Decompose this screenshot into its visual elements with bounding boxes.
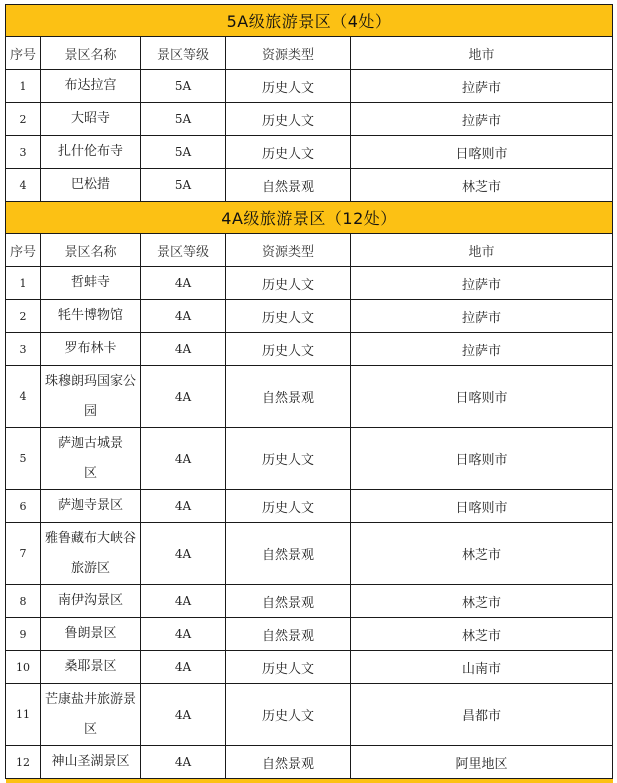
resource-type: 自然景观 bbox=[226, 169, 351, 202]
city: 拉萨市 bbox=[351, 103, 613, 136]
column-header: 序号 bbox=[6, 234, 41, 267]
section-title: 5A级旅游景区（4处） bbox=[6, 5, 613, 37]
table-header-row bbox=[6, 234, 613, 267]
area-level: 5A bbox=[141, 70, 226, 103]
area-name: 萨迦古城景区 bbox=[41, 428, 141, 490]
area-name: 哲蚌寺 bbox=[41, 267, 141, 300]
row-number: 6 bbox=[6, 490, 41, 523]
row-number: 2 bbox=[6, 103, 41, 136]
resource-type: 自然景观 bbox=[226, 618, 351, 651]
row-number: 5 bbox=[6, 428, 41, 490]
table-row bbox=[6, 585, 613, 618]
area-level: 4A bbox=[141, 267, 226, 300]
area-level: 4A bbox=[141, 618, 226, 651]
area-name: 桑耶景区 bbox=[41, 651, 141, 684]
next-section-band bbox=[6, 779, 613, 783]
resource-type: 历史人文 bbox=[226, 136, 351, 169]
city: 拉萨市 bbox=[351, 267, 613, 300]
table-header-row bbox=[6, 37, 613, 70]
resource-type: 历史人文 bbox=[226, 103, 351, 136]
city: 拉萨市 bbox=[351, 300, 613, 333]
table-row bbox=[6, 267, 613, 300]
table-row bbox=[6, 684, 613, 746]
table-row bbox=[6, 169, 613, 202]
section-title-row bbox=[6, 202, 613, 234]
area-name: 牦牛博物馆 bbox=[41, 300, 141, 333]
city: 日喀则市 bbox=[351, 428, 613, 490]
resource-type: 历史人文 bbox=[226, 684, 351, 746]
row-number: 1 bbox=[6, 70, 41, 103]
area-name: 雅鲁藏布大峡谷旅游区 bbox=[41, 523, 141, 585]
table-row bbox=[6, 523, 613, 585]
area-name: 南伊沟景区 bbox=[41, 585, 141, 618]
resource-type: 自然景观 bbox=[226, 523, 351, 585]
table-row bbox=[6, 651, 613, 684]
column-header: 景区名称 bbox=[41, 37, 141, 70]
section-title-row bbox=[6, 5, 613, 37]
city: 日喀则市 bbox=[351, 490, 613, 523]
resource-type: 自然景观 bbox=[226, 746, 351, 779]
row-number: 4 bbox=[6, 169, 41, 202]
city: 山南市 bbox=[351, 651, 613, 684]
area-name: 布达拉宫 bbox=[41, 70, 141, 103]
area-level: 5A bbox=[141, 103, 226, 136]
column-header: 景区名称 bbox=[41, 234, 141, 267]
row-number: 10 bbox=[6, 651, 41, 684]
row-number: 3 bbox=[6, 333, 41, 366]
area-level: 4A bbox=[141, 684, 226, 746]
resource-type: 历史人文 bbox=[226, 267, 351, 300]
row-number: 12 bbox=[6, 746, 41, 779]
row-number: 7 bbox=[6, 523, 41, 585]
table-row bbox=[6, 333, 613, 366]
area-level: 5A bbox=[141, 169, 226, 202]
area-level: 4A bbox=[141, 490, 226, 523]
resource-type: 历史人文 bbox=[226, 428, 351, 490]
area-name: 芒康盐井旅游景区 bbox=[41, 684, 141, 746]
city: 林芝市 bbox=[351, 585, 613, 618]
table-row bbox=[6, 618, 613, 651]
area-name: 珠穆朗玛国家公园 bbox=[41, 366, 141, 428]
area-level: 4A bbox=[141, 333, 226, 366]
row-number: 1 bbox=[6, 267, 41, 300]
resource-type: 自然景观 bbox=[226, 585, 351, 618]
area-name: 大昭寺 bbox=[41, 103, 141, 136]
table-row bbox=[6, 746, 613, 779]
table-row bbox=[6, 103, 613, 136]
table-row bbox=[6, 136, 613, 169]
column-header: 资源类型 bbox=[226, 234, 351, 267]
section-band-edge bbox=[6, 779, 613, 783]
resource-type: 历史人文 bbox=[226, 333, 351, 366]
resource-type: 历史人文 bbox=[226, 70, 351, 103]
row-number: 8 bbox=[6, 585, 41, 618]
city: 阿里地区 bbox=[351, 746, 613, 779]
table-row bbox=[6, 366, 613, 428]
area-name: 神山圣湖景区 bbox=[41, 746, 141, 779]
city: 林芝市 bbox=[351, 618, 613, 651]
column-header: 景区等级 bbox=[141, 234, 226, 267]
row-number: 3 bbox=[6, 136, 41, 169]
city: 日喀则市 bbox=[351, 136, 613, 169]
area-name: 鲁朗景区 bbox=[41, 618, 141, 651]
row-number: 11 bbox=[6, 684, 41, 746]
area-name: 巴松措 bbox=[41, 169, 141, 202]
city: 日喀则市 bbox=[351, 366, 613, 428]
scenic-area-table bbox=[5, 4, 613, 783]
column-header: 地市 bbox=[351, 234, 613, 267]
table-row bbox=[6, 490, 613, 523]
city: 林芝市 bbox=[351, 523, 613, 585]
table-row bbox=[6, 70, 613, 103]
area-level: 4A bbox=[141, 651, 226, 684]
city: 昌都市 bbox=[351, 684, 613, 746]
table-row bbox=[6, 428, 613, 490]
area-name: 扎什伦布寺 bbox=[41, 136, 141, 169]
section-title: 4A级旅游景区（12处） bbox=[6, 202, 613, 234]
resource-type: 自然景观 bbox=[226, 366, 351, 428]
area-level: 4A bbox=[141, 428, 226, 490]
column-header: 景区等级 bbox=[141, 37, 226, 70]
area-level: 4A bbox=[141, 585, 226, 618]
resource-type: 历史人文 bbox=[226, 490, 351, 523]
table-row bbox=[6, 300, 613, 333]
row-number: 9 bbox=[6, 618, 41, 651]
area-level: 4A bbox=[141, 523, 226, 585]
column-header: 序号 bbox=[6, 37, 41, 70]
city: 林芝市 bbox=[351, 169, 613, 202]
column-header: 地市 bbox=[351, 37, 613, 70]
city: 拉萨市 bbox=[351, 70, 613, 103]
area-level: 4A bbox=[141, 746, 226, 779]
resource-type: 历史人文 bbox=[226, 300, 351, 333]
area-level: 5A bbox=[141, 136, 226, 169]
row-number: 4 bbox=[6, 366, 41, 428]
area-level: 4A bbox=[141, 300, 226, 333]
city: 拉萨市 bbox=[351, 333, 613, 366]
area-name: 罗布林卡 bbox=[41, 333, 141, 366]
area-name: 萨迦寺景区 bbox=[41, 490, 141, 523]
resource-type: 历史人文 bbox=[226, 651, 351, 684]
column-header: 资源类型 bbox=[226, 37, 351, 70]
row-number: 2 bbox=[6, 300, 41, 333]
area-level: 4A bbox=[141, 366, 226, 428]
